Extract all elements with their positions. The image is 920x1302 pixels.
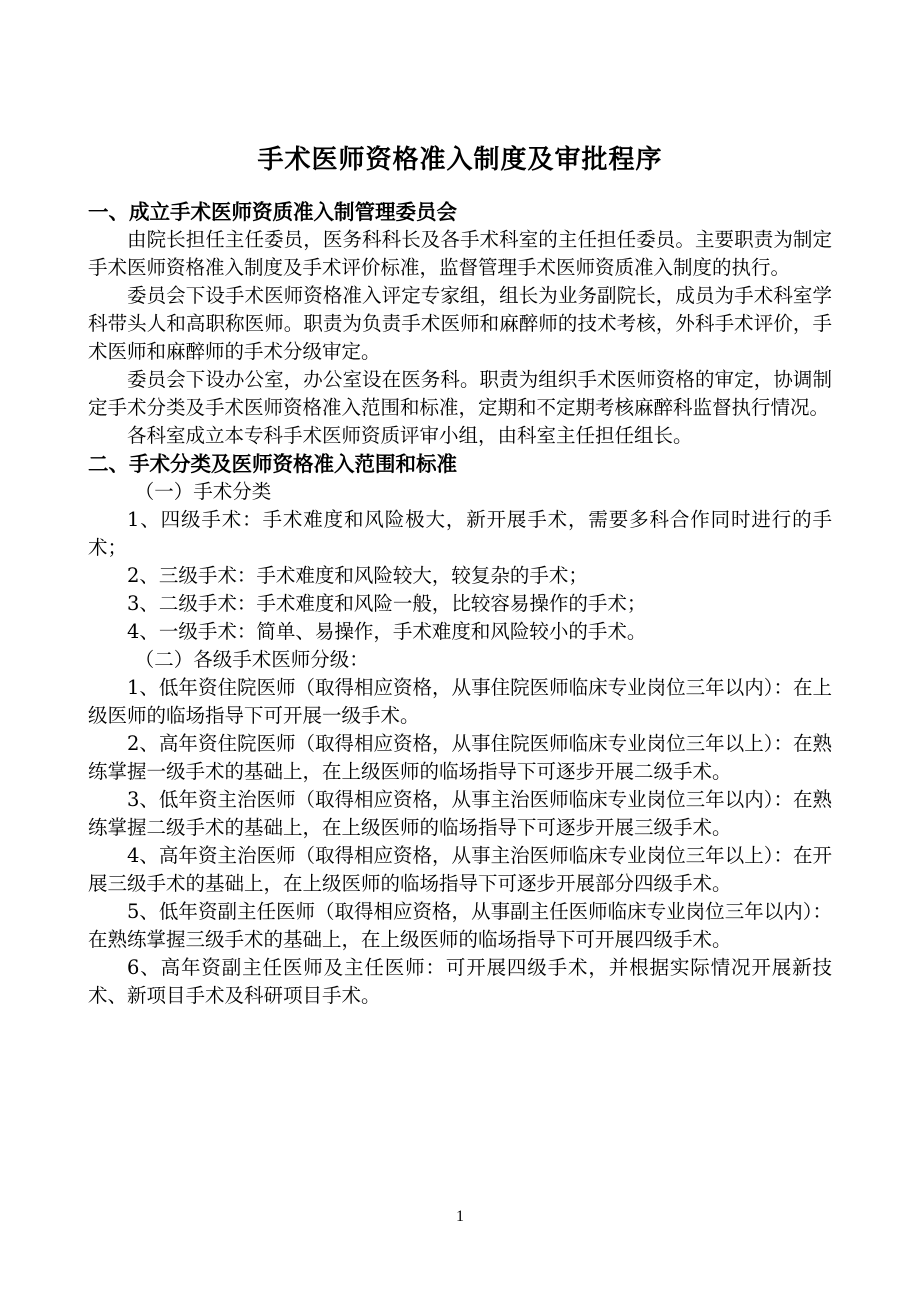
surgeon-grade-item: 6、高年资副主任医师及主任医师：可开展四级手术，并根据实际情况开展新技术、新项目手术及科研项目手术。 bbox=[88, 956, 832, 1007]
surgeon-grade-item: 4、高年资主治医师（取得相应资格，从事主治医师临床专业岗位三年以上）：在开展三级手术的基础上，在上级医师的临场指导下可逐步开展部分四级手术。 bbox=[88, 844, 832, 895]
page-number: 1 bbox=[456, 1208, 464, 1225]
surgeon-grade-item: 5、低年资副主任医师（取得相应资格，从事副主任医师临床专业岗位三年以内）：在熟练掌握三级手术的基础上，在上级医师的临场指导下可开展四级手术。 bbox=[88, 900, 832, 951]
surgery-class-item: 4、一级手术：简单、易操作，手术难度和风险较小的手术。 bbox=[127, 620, 647, 643]
paragraph: 委员会下设手术医师资格准入评定专家组，组长为业务副院长，成员为手术科室学科带头人和高职称医师。职责为负责手术医师和麻醉师的技术考核，外科手术评价，手术医师和麻醉师的手术分级审定。 bbox=[88, 284, 832, 363]
subsection-heading-surgeon-grades: （二）各级手术医师分级： bbox=[134, 648, 369, 671]
surgeon-grade-item: 3、低年资主治医师（取得相应资格，从事主治医师临床专业岗位三年以内）：在熟练掌握二级手术的基础上，在上级医师的临场指导下可逐步开展三级手术。 bbox=[88, 788, 832, 839]
surgeon-grade-item: 2、高年资住院医师（取得相应资格，从事住院医师临床专业岗位三年以上）：在熟练掌握一级手术的基础上，在上级医师的临场指导下可逐步开展二级手术。 bbox=[88, 732, 832, 783]
paragraph: 委员会下设办公室，办公室设在医务科。职责为组织手术医师资格的审定，协调制定手术分类及手术医师资格准入范围和标准，定期和不定期考核麻醉科监督执行情况。 bbox=[88, 368, 832, 419]
document-body bbox=[88, 198, 832, 1010]
paragraph: 各科室成立本专科手术医师资质评审小组，由科室主任担任组长。 bbox=[127, 424, 693, 447]
surgery-class-item: 3、二级手术：手术难度和风险一般，比较容易操作的手术； bbox=[127, 592, 647, 615]
paragraph: 由院长担任主任委员，医务科科长及各手术科室的主任担任委员。主要职责为制定手术医师资格准入制度及手术评价标准，监督管理手术医师资质准入制度的执行。 bbox=[88, 228, 832, 279]
surgery-class-item: 1、四级手术：手术难度和风险极大，新开展手术，需要多科合作同时进行的手术； bbox=[88, 508, 832, 559]
section-heading-2: 二、手术分类及医师资格准入范围和标准 bbox=[88, 452, 457, 476]
surgeon-grade-item: 1、低年资住院医师（取得相应资格，从事住院医师临床专业岗位三年以内）：在上级医师的临场指导下可开展一级手术。 bbox=[88, 676, 832, 727]
section-heading-1: 一、成立手术医师资质准入制管理委员会 bbox=[88, 200, 457, 224]
surgery-class-item: 2、三级手术：手术难度和风险较大，较复杂的手术； bbox=[127, 564, 588, 587]
page-title: 手术医师资格准入制度及审批程序 bbox=[257, 145, 663, 175]
subsection-heading-surgery-classes: （一）手术分类 bbox=[134, 480, 272, 503]
